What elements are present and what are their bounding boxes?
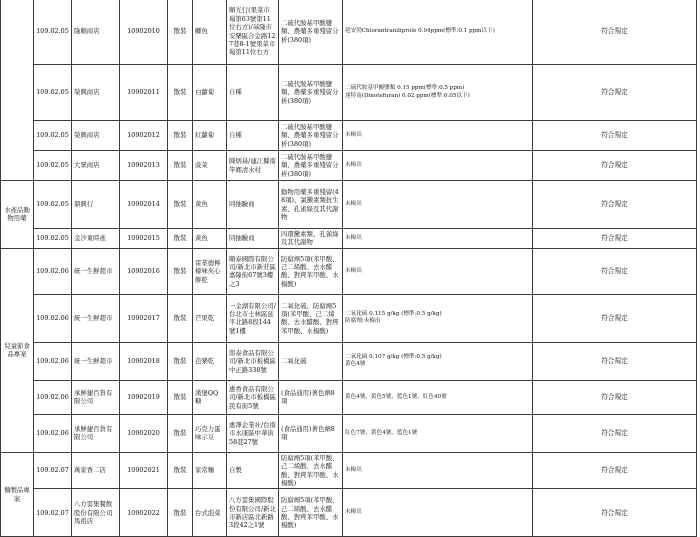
product-cell: 雷業德檸檬味夾心餅乾 <box>193 248 227 294</box>
table-row <box>1 0 697 65</box>
product-cell: 台式泡菜 <box>193 489 227 537</box>
test-items-cell: 動物用藥多重殘留(48項)、氯黴素類抗生素、孔雀綠及其代謝物 <box>279 181 343 229</box>
verdict-cell: 符合規定 <box>533 181 697 229</box>
source-cell: 散裝 <box>168 414 193 452</box>
sample-id-cell: 10902022 <box>120 489 168 537</box>
product-cell: 芭樂乾 <box>193 342 227 380</box>
table-row <box>1 181 697 229</box>
source-cell: 散裝 <box>168 151 193 181</box>
source-cell: 散裝 <box>168 452 193 489</box>
category-cell <box>1 0 34 181</box>
date-cell: 109.02.05 <box>34 181 72 229</box>
sample-id-cell: 10902020 <box>120 414 168 452</box>
verdict-cell: 符合規定 <box>533 65 697 121</box>
date-cell: 109.02.06 <box>34 248 72 294</box>
test-items-cell: (食品通用)著色劑8項 <box>279 414 343 452</box>
result-detail-cell <box>343 380 533 414</box>
test-items-cell: 二硫代胺基甲酸鹽類、農藥多重殘留分析(380項) <box>279 0 343 65</box>
category-cell: 水產品動物用藥 <box>1 181 34 249</box>
result-detail-line: 防腐劑:未檢出 <box>345 318 381 325</box>
manufacturer-cell: 自種 <box>227 121 279 151</box>
verdict-cell: 符合規定 <box>533 414 697 452</box>
category-cell: 麵製品專案 <box>1 452 34 537</box>
date-cell: 109.02.05 <box>34 151 72 181</box>
verdict-cell: 符合規定 <box>533 452 697 489</box>
manufacturer-cell: 同抽驗商 <box>227 181 279 229</box>
product-cell: 芒果乾 <box>193 294 227 342</box>
product-cell: 黃魚 <box>193 181 227 229</box>
manufacturer-cell: 自種 <box>227 65 279 121</box>
source-cell: 散裝 <box>168 248 193 294</box>
result-detail-line: 未檢出 <box>345 200 362 207</box>
verdict-cell: 符合規定 <box>533 342 697 380</box>
table-row <box>1 294 697 342</box>
table-row <box>1 248 697 294</box>
result-detail-cell <box>343 0 533 65</box>
table-row <box>1 380 697 414</box>
store-cell: 統一生鮮超市 <box>72 248 120 294</box>
manufacturer-cell: 陳炳基/連江縣南竿鄉清水村 <box>227 151 279 181</box>
test-items-cell: 二硫代胺基甲酸鹽類、農藥多重殘留分析(380項) <box>279 121 343 151</box>
manufacturer-cell: 八方雲集國際股份有限公司/新北市新店區北新路3段42之1號 <box>227 489 279 537</box>
product-cell: 黃魚 <box>193 229 227 249</box>
table-row <box>1 151 697 181</box>
result-detail-line: 黃色4號、黃色5號、藍色1號、紅色40號 <box>345 393 447 400</box>
verdict-cell: 符合規定 <box>533 229 697 249</box>
date-cell: 109.02.06 <box>34 414 72 452</box>
product-cell: 菠菜 <box>193 151 227 181</box>
date-cell: 109.02.05 <box>34 121 72 151</box>
result-detail-line: 未檢出 <box>345 267 362 274</box>
verdict-cell: 符合規定 <box>533 294 697 342</box>
store-cell: 大眾商店 <box>72 151 120 181</box>
test-items-cell: 二氧化硫、防腐劑5項(苯甲酸、己二烯酸、去水醋酸、對羥苯甲酸、水楊酸) <box>279 294 343 342</box>
manufacturer-cell: 惠香食品有限公司/新北市板橋區民有街5號 <box>227 380 279 414</box>
store-cell: 萬家香二店 <box>72 452 120 489</box>
date-cell: 109.02.05 <box>34 229 72 249</box>
verdict-cell: 符合規定 <box>533 121 697 151</box>
test-items-cell: 防腐劑5項(苯甲酸、己二烯酸、去水醋酸、對羥苯甲酸、水楊酸) <box>279 452 343 489</box>
test-items-cell: 二氧化硫 <box>279 342 343 380</box>
test-items-cell: 二硫代胺基甲酸鹽類、農藥多重殘留分析(380項) <box>279 65 343 121</box>
sample-id-cell: 10902014 <box>120 181 168 229</box>
manufacturer-cell: 順泰國際有限公司/新北市新莊區嘉隆街67號3樓之3 <box>227 248 279 294</box>
store-cell: 鼎興行 <box>72 181 120 229</box>
result-detail-line: 二氧化硫 0.107 g/kg (標準:0.5 g/kg) <box>345 353 442 360</box>
manufacturer-cell: 順光行(果菜市場第63號第11位右方)/基隆市安樂區合金路127巷8-1號果菜市場第11位右方 <box>227 0 279 65</box>
sample-id-cell: 10902016 <box>120 248 168 294</box>
result-detail-line: 黃色4號 <box>345 361 366 368</box>
result-detail-cell <box>343 489 533 537</box>
result-detail-line: 剋安勃Chlorantraniliprole 0.04ppm(標準:0.1 ppm以下) <box>345 27 495 34</box>
source-cell: 散裝 <box>168 294 193 342</box>
result-detail-cell <box>343 294 533 342</box>
date-cell: 109.02.06 <box>34 342 72 380</box>
result-detail-cell <box>343 121 533 151</box>
date-cell: 109.02.06 <box>34 294 72 342</box>
sample-id-cell: 10902013 <box>120 151 168 181</box>
store-cell: 承鮮捷百貨有限公司 <box>72 414 120 452</box>
verdict-cell: 符合規定 <box>533 489 697 537</box>
table-row <box>1 229 697 249</box>
product-cell: 鯽魚 <box>193 0 227 65</box>
table-row <box>1 342 697 380</box>
source-cell: 散裝 <box>168 229 193 249</box>
store-cell: 榮興商店 <box>72 65 120 121</box>
store-cell: 統一生鮮超市 <box>72 294 120 342</box>
date-cell: 109.02.06 <box>34 380 72 414</box>
result-detail-cell <box>343 342 533 380</box>
table-row <box>1 452 697 489</box>
store-cell: 金沙東時產 <box>72 229 120 249</box>
product-cell: 巧克力蛋味示豆 <box>193 414 227 452</box>
result-detail-cell <box>343 229 533 249</box>
sample-id-cell: 10902010 <box>120 0 168 65</box>
source-cell: 散裝 <box>168 342 193 380</box>
sample-id-cell: 10902012 <box>120 121 168 151</box>
verdict-cell: 符合規定 <box>533 380 697 414</box>
table-row <box>1 489 697 537</box>
source-cell: 散裝 <box>168 181 193 229</box>
result-detail-cell <box>343 452 533 489</box>
result-detail-line: 未檢出 <box>345 234 362 241</box>
sample-id-cell: 10902021 <box>120 452 168 489</box>
sample-id-cell: 10902015 <box>120 229 168 249</box>
source-cell: 散裝 <box>168 121 193 151</box>
result-detail-line: 未檢出 <box>345 466 362 473</box>
store-cell: 隆順商店 <box>72 0 120 65</box>
product-cell: 漢堡QQ糖 <box>193 380 227 414</box>
manufacturer-cell: 一金湖有限公司/台北市士林區延平北路8段144號1樓 <box>227 294 279 342</box>
result-detail-cell <box>343 414 533 452</box>
store-cell: 統一生鮮超市 <box>72 342 120 380</box>
test-items-cell: (食品通用)著色劑8項 <box>279 380 343 414</box>
source-cell: 散裝 <box>168 380 193 414</box>
table-row <box>1 414 697 452</box>
date-cell: 109.02.05 <box>34 65 72 121</box>
result-detail-line: 未檢出 <box>345 509 362 516</box>
sample-id-cell: 10902017 <box>120 294 168 342</box>
result-detail-line: 未檢出 <box>345 161 362 168</box>
store-cell: 承鮮捷百貨有限公司 <box>72 380 120 414</box>
sample-id-cell: 10902019 <box>120 380 168 414</box>
source-cell: 散裝 <box>168 65 193 121</box>
result-detail-line: 二氧化硫 0.115 g/kg (標準:0.5 g/kg) <box>345 310 442 317</box>
date-cell: 109.02.07 <box>34 452 72 489</box>
result-detail-line: 二硫代胺基甲酸鹽類 0.15 ppm(標準:0.5 ppm) <box>345 85 465 92</box>
category-cell: 兒童節食品專案 <box>1 248 34 452</box>
result-detail-line: 未檢出 <box>345 131 362 138</box>
test-items-cell: 防腐劑5項(苯甲酸、己二烯酸、去水醋酸、對羥苯甲酸、水楊酸) <box>279 248 343 294</box>
sample-id-cell: 10902011 <box>120 65 168 121</box>
manufacturer-cell: 郎泰食品有限公司/新北市板橋區中正路338號 <box>227 342 279 380</box>
result-detail-line: 紅色7號、黃色4號、藍色1號 <box>345 429 418 436</box>
manufacturer-cell: 自製 <box>227 452 279 489</box>
test-items-cell: 二硫代胺基甲酸鹽類、農藥多重殘留分析(380項) <box>279 151 343 181</box>
result-detail-cell <box>343 151 533 181</box>
source-cell: 散裝 <box>168 489 193 537</box>
product-cell: 家常麵 <box>193 452 227 489</box>
date-cell: 109.02.05 <box>34 0 72 65</box>
product-cell: 白蘿蔔 <box>193 65 227 121</box>
manufacturer-cell: 同抽驗商 <box>227 229 279 249</box>
test-items-cell: 四環黴素類、孔雀綠及其代謝物 <box>279 229 343 249</box>
result-detail-cell <box>343 65 533 121</box>
test-items-cell: 防腐劑5項(苯甲酸、己二烯酸、去水醋酸、對羥苯甲酸、水楊酸) <box>279 489 343 537</box>
manufacturer-cell: 惠澤企業社/台南市永康區中華街58巷27號 <box>227 414 279 452</box>
store-cell: 榮興商店 <box>72 121 120 151</box>
product-cell: 紅蘿蔔 <box>193 121 227 151</box>
result-detail-line: 達特南(Dinotefuran) 0.02 ppm(標準:0.05以下) <box>345 92 470 99</box>
date-cell: 109.02.07 <box>34 489 72 537</box>
table-row <box>1 121 697 151</box>
store-cell: 八方雲集餐飲股份有限公司馬祖店 <box>72 489 120 537</box>
table-row <box>1 65 697 121</box>
verdict-cell: 符合規定 <box>533 151 697 181</box>
source-cell: 散裝 <box>168 0 193 65</box>
sample-id-cell: 10902018 <box>120 342 168 380</box>
result-detail-cell <box>343 248 533 294</box>
result-detail-cell <box>343 181 533 229</box>
verdict-cell: 符合規定 <box>533 248 697 294</box>
verdict-cell: 符合規定 <box>533 0 697 65</box>
